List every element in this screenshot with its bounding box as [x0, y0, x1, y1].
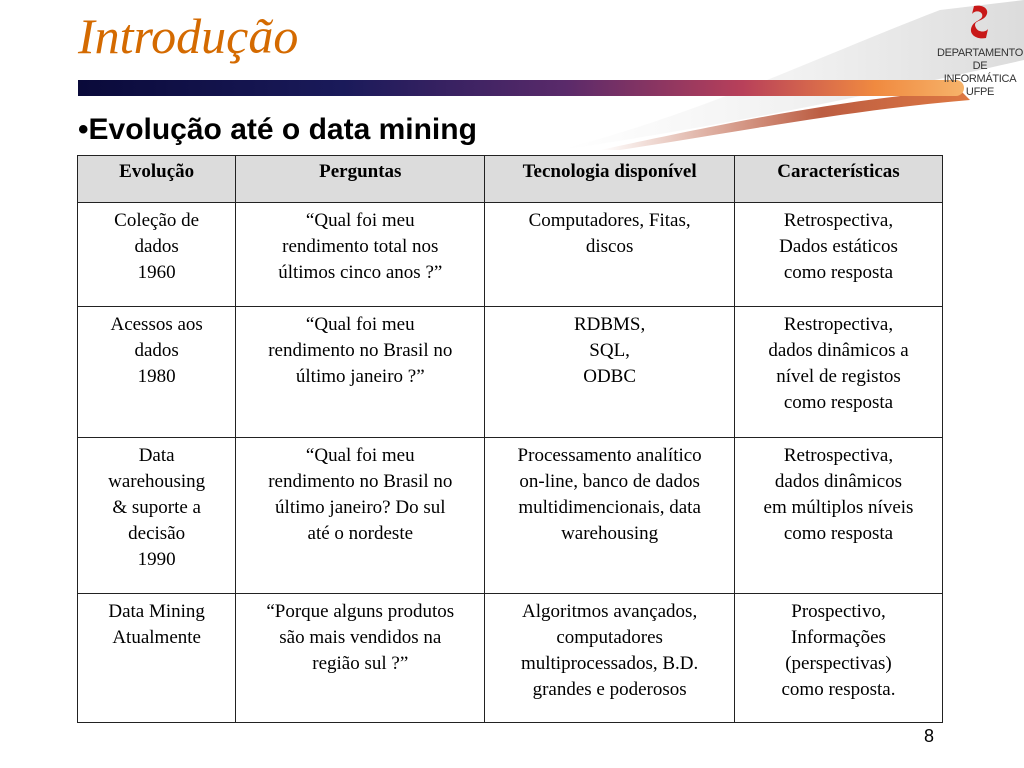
cell-text-line: 1990 [137, 549, 176, 570]
cell-caracteristicas [734, 307, 942, 438]
header-tecnologia: Tecnologia disponível [485, 156, 735, 203]
header-evolucao: Evolução [78, 156, 236, 203]
cell-text-line: 1980 [137, 366, 176, 387]
cell-tecnologia [485, 594, 735, 723]
cell-text-line: Data [138, 445, 175, 466]
table-row [78, 594, 943, 723]
table-header-row [78, 156, 943, 203]
cell-text-line: Processamento analítico [517, 445, 702, 466]
cell-perguntas [236, 438, 485, 594]
cell-text-line: rendimento no Brasil no [268, 471, 453, 492]
cell-text-line: multiprocessados, B.D. [520, 653, 699, 674]
cell-text-line: decisão [128, 523, 186, 544]
cell-text-line: 1960 [137, 262, 176, 283]
cell-text-line: em múltiplos níveis [763, 497, 914, 518]
cell-text-line: multidimencionais, data [518, 497, 701, 518]
cell-evolucao [78, 203, 236, 307]
cell-text-line: Restropectiva, [783, 314, 894, 335]
title-underline-bar [78, 80, 964, 96]
cell-text-line: “Qual foi meu [305, 445, 415, 466]
cell-perguntas [236, 307, 485, 438]
cell-text-line: Algoritmos avançados, [522, 601, 698, 622]
logo-emblem-icon [960, 2, 1000, 42]
cell-text-line: “Qual foi meu [305, 314, 415, 335]
header-perguntas: Perguntas [236, 156, 485, 203]
cell-text-line: RDBMS, [573, 314, 646, 335]
cell-tecnologia [485, 438, 735, 594]
cell-evolucao [78, 594, 236, 723]
header-caracteristicas: Características [734, 156, 942, 203]
cell-text-line: último janeiro? Do sul [275, 497, 446, 518]
cell-text-line: computadores [556, 627, 663, 648]
cell-text-line: são mais vendidos na [279, 627, 442, 648]
cell-text-line: dados [134, 340, 179, 361]
cell-text-line: dados dinâmicos [774, 471, 903, 492]
cell-text-line: warehousing [108, 471, 206, 492]
cell-text-line: Prospectivo, [791, 601, 886, 622]
cell-text-line: (perspectivas) [785, 653, 892, 674]
cell-text-line: até o nordeste [307, 523, 414, 544]
cell-text-line: Coleção de [114, 210, 200, 231]
cell-text-line: rendimento no Brasil no [268, 340, 453, 361]
cell-text-line: região sul ?” [312, 653, 409, 674]
cell-text-line: on-line, banco de dados [519, 471, 700, 492]
logo-text-line-2: DE INFORMÁTICA [943, 60, 1017, 85]
cell-text-line: dados [134, 236, 179, 257]
cell-text-line: “Porque alguns produtos [266, 601, 455, 622]
department-logo [936, 2, 1024, 98]
cell-text-line: Data Mining [108, 601, 205, 622]
table-row [78, 203, 943, 307]
cell-text-line: Computadores, Fitas, [528, 210, 691, 231]
cell-text-line: Retrospectiva, [783, 210, 894, 231]
cell-perguntas [236, 594, 485, 723]
cell-text-line: último janeiro ?” [295, 366, 425, 387]
cell-text-line: & suporte a [112, 497, 201, 518]
cell-text-line: Dados estáticos [779, 236, 898, 257]
page-number: 8 [924, 726, 935, 746]
cell-tecnologia [485, 203, 735, 307]
cell-tecnologia [485, 307, 735, 438]
cell-text-line: ODBC [583, 366, 637, 387]
slide-title: Introdução [78, 8, 299, 64]
logo-text-line-3: UFPE [965, 86, 995, 98]
cell-text-line: Retrospectiva, [783, 445, 894, 466]
cell-text-line: Atualmente [112, 627, 201, 648]
cell-evolucao [78, 307, 236, 438]
cell-text-line: como resposta [783, 523, 894, 544]
cell-text-line: como resposta [783, 392, 894, 413]
cell-text-line: nível de registos [776, 366, 901, 387]
cell-text-line: warehousing [561, 523, 659, 544]
bullet-heading: •Evolução até o data mining [78, 113, 477, 146]
cell-text-line: Informações [791, 627, 886, 648]
table-row [78, 307, 943, 438]
table-row [78, 438, 943, 594]
cell-text-line: grandes e poderosos [532, 679, 687, 700]
cell-text-line: discos [585, 236, 634, 257]
cell-caracteristicas [734, 438, 942, 594]
cell-text-line: dados dinâmicos a [768, 340, 909, 361]
cell-perguntas [236, 203, 485, 307]
logo-text-line-1: DEPARTAMENTO [936, 47, 1024, 59]
cell-text-line: como resposta [783, 262, 894, 283]
cell-text-line: últimos cinco anos ?” [278, 262, 443, 283]
cell-text-line: “Qual foi meu [305, 210, 415, 231]
cell-caracteristicas [734, 594, 942, 723]
cell-text-line: como resposta. [781, 679, 896, 700]
cell-text-line: rendimento total nos [282, 236, 439, 257]
cell-evolucao [78, 438, 236, 594]
cell-text-line: Acessos aos [110, 314, 203, 335]
cell-text-line: SQL, [589, 340, 630, 361]
cell-caracteristicas [734, 203, 942, 307]
evolution-table [77, 155, 943, 723]
